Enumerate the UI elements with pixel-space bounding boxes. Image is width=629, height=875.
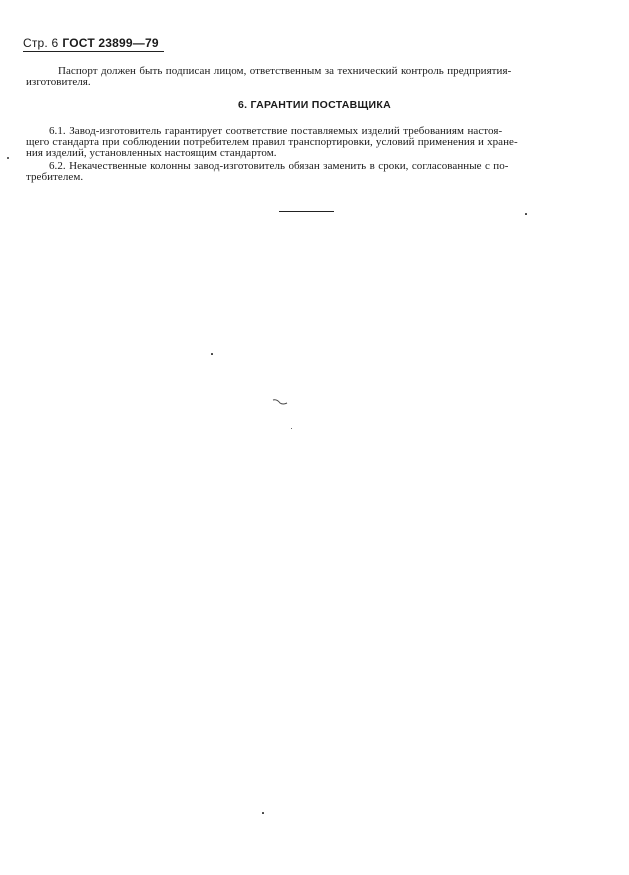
page-header [23,36,164,52]
passport-text-line-2: изготовителя. [26,76,91,88]
scan-speck [525,213,527,215]
page-number: Стр. 6 [23,36,59,50]
clause-6-2-line-1: 6.2. Некачественные колонны завод-изготовитель обязан заменить в сроки, согласованные с по- [49,160,509,172]
end-rule [279,211,334,212]
scan-speck [7,157,9,159]
clause-6-1-line-3: ния изделий, установленных настоящим стандартом. [26,147,277,159]
clause-6-1-line-2: щего стандарта при соблюдении потребителем правил транспортировки, условий применения и хране- [26,136,518,148]
passport-text-line-1: Паспорт должен быть подписан лицом, ответственным за технический контроль предприятия- [58,65,512,77]
clause-6-1-line-1: 6.1. Завод-изготовитель гарантирует соответствие поставляемых изделий требованиям настоя- [49,125,503,137]
scan-mark [272,398,288,406]
scan-speck [291,428,292,429]
scan-speck [262,812,264,814]
clause-6-2-line-2: требителем. [26,171,84,183]
standard-designation: ГОСТ 23899—79 [62,36,159,50]
section-heading: 6. ГАРАНТИИ ПОСТАВЩИКА [237,99,391,111]
scan-speck [211,353,213,355]
